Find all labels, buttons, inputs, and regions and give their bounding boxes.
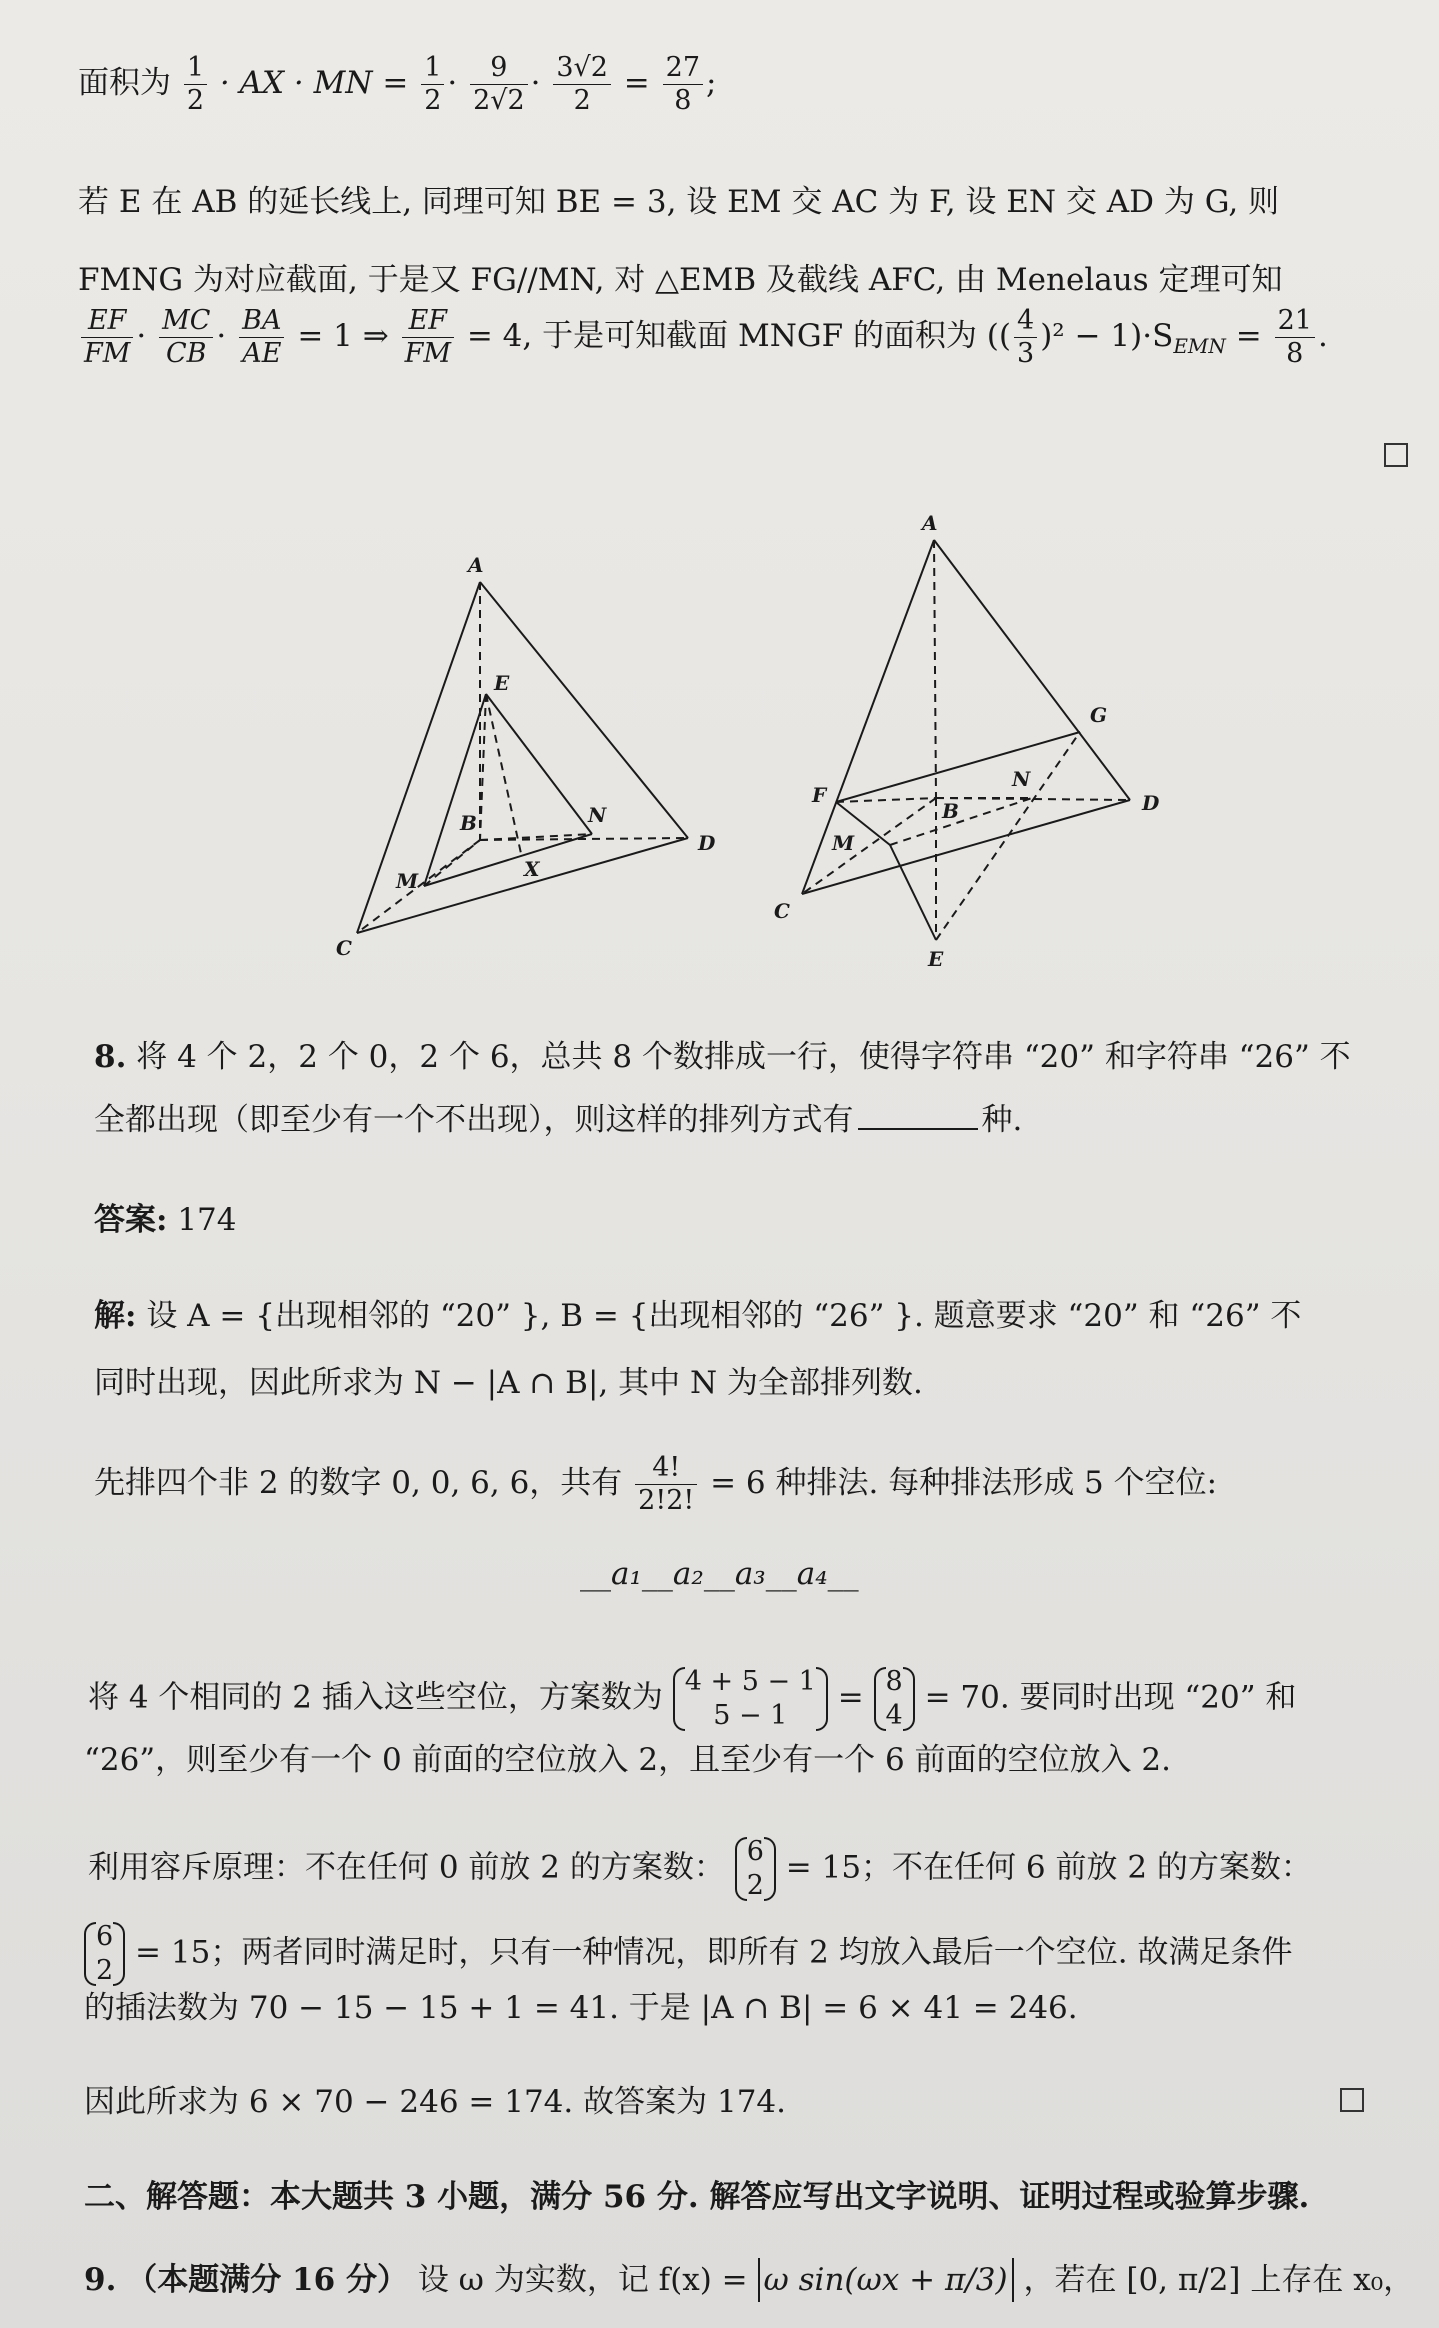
label-E2: E [928, 947, 944, 971]
slots-line: __a₁__a₂__a₃__a₄__ [580, 1556, 859, 1592]
menelaus-equation-line: $\frac{EF}{FM}$ · $\frac{MC}{CB}$ · $\frac{BA}{AE}$ = 1 ⇒ $\frac{EF}{FM}$ = 4, 于是可知截面 MNGF 的面积为 (( $\frac{4}{3}$ )$^2 - 1)\cdot S_{EMN}$ = $\frac{21}{8}$ . [78, 305, 1389, 370]
label-N: N [588, 803, 607, 827]
fraction-4fact: $\frac{4!}{2!2!}$ [635, 1452, 697, 1517]
q8-line-2: 全都出现（即至少有一个不出现），则这样的排列方式有 种. [94, 1102, 1023, 1138]
q8-number: 8. [94, 1039, 127, 1075]
geometry-figures [300, 500, 1200, 980]
label-X: X [524, 857, 540, 881]
q9-abs-expression: ω sin(ωx + π/3) [758, 2258, 1014, 2302]
text-line-extension: 若 E 在 AB 的延长线上, 同理可知 BE = 3, 设 EM 交 AC 为 F, 设 EN 交 AD 为 G, 则 [78, 184, 1280, 220]
label-D2: D [1142, 791, 1160, 815]
label-C: C [336, 936, 352, 960]
answer-value: 174 [177, 1202, 237, 1238]
fraction-mc-cb: $\frac{MC}{CB}$ [159, 305, 213, 370]
fraction-27-8: $\frac{27}{8}$ [663, 52, 703, 117]
area-formula-line: 面积为 $\frac{1}{2}$ · AX · MN = $\frac{1}{2}$ · $\frac{9}{2√2}$ · $\frac{3√2}{2}$ = $\frac{27}{8}$ ; [78, 52, 717, 116]
fraction-half-2: $\frac{1}{2}$ [421, 52, 444, 117]
binom-8-4: 8 4 [874, 1665, 915, 1733]
answer-label: 答案: [94, 1202, 168, 1238]
q8-solution-line-9: 因此所求为 6 × 70 − 246 = 174. 故答案为 174. [84, 2084, 786, 2120]
text-area-label: 面积为 [78, 65, 171, 101]
figure-tetrahedron-2 [802, 540, 1130, 940]
label-D: D [698, 831, 716, 855]
q8-solution-line-6: 利用容斥原理：不在任何 0 前放 2 的方案数： 6 2 = 15；不在任何 6 前放 2 的方案数： [88, 1836, 1312, 1901]
figure-1-labels [336, 553, 716, 960]
label-M2: M [832, 831, 855, 855]
q8-solution-line-8: 的插法数为 70 − 15 − 15 + 1 = 41. 于是 |A ∩ B| = 6 × 41 = 246. [84, 1990, 1078, 2026]
q8-solution-line-7: 6 2 = 15；两者同时满足时，只有一种情况，即所有 2 均放入最后一个空位. 故满足条件 [84, 1920, 1389, 1988]
label-F: F [812, 783, 827, 807]
q8-solution-line-3: 先排四个非 2 的数字 0, 0, 6, 6，共有 $\frac{4!}{2!2!}$ = 6 种排法. 每种排法形成 5 个空位: [94, 1452, 1218, 1516]
text-ax-mn: · AX · MN = [219, 65, 409, 101]
binom-6-2-b: 6 2 [84, 1920, 125, 1988]
fraction-ba-ae: $\frac{BA}{AE}$ [239, 305, 284, 370]
label-G: G [1090, 703, 1108, 727]
fraction-ef-fm: $\frac{EF}{FM}$ [81, 305, 133, 370]
q8-text-1: 将 4 个 2，2 个 0，2 个 6，总共 8 个数排成一行，使得字符串 “20” 和字符串 “26” 不 [136, 1039, 1351, 1075]
q8-solution-line-5: “26”，则至少有一个 0 前面的空位放入 2，且至少有一个 6 前面的空位放入 2. [84, 1742, 1172, 1778]
fraction-4-3: $\frac{4}{3}$ [1014, 305, 1037, 370]
fraction-21-8: $\frac{21}{8}$ [1275, 305, 1315, 370]
label-N2: N [1012, 767, 1031, 791]
q9-line: 9. （本题满分 16 分） 设 ω 为实数，记 f(x) = ω sin(ωx + π/3) ，若在 [0, π/2] 上存在 x₀， [84, 2258, 1389, 2302]
q8-line-1 [94, 1035, 1389, 1079]
label-E: E [494, 671, 510, 695]
fraction-nine: $\frac{9}{2√2}$ [470, 52, 528, 117]
text-line-menelaus: FMNG 为对应截面, 于是又 FG//MN, 对 △EMB 及截线 AFC, 由 Menelaus 定理可知 [78, 262, 1283, 298]
qed-square-1 [1384, 443, 1408, 467]
label-A: A [468, 553, 484, 577]
answer-blank [858, 1128, 978, 1130]
fraction-ef-fm-2: $\frac{EF}{FM}$ [402, 305, 454, 370]
label-B2: B [942, 799, 959, 823]
q8-solution-line-4: 将 4 个相同的 2 插入这些空位，方案数为 4 + 5 − 1 5 − 1 = 8 4 = 70. 要同时出现 “20” 和 [88, 1666, 1297, 1731]
qed-square-2 [1340, 2088, 1364, 2112]
binom-8-4-expanded: 4 + 5 − 1 5 − 1 [673, 1665, 828, 1733]
binom-6-2-a: 6 2 [735, 1835, 776, 1903]
q9-interval: [0, π/2] [1126, 2262, 1241, 2298]
label-C2: C [774, 899, 790, 923]
q9-score: （本题满分 16 分） [126, 2262, 408, 2298]
figure-2-labels [774, 511, 1160, 971]
fraction-half: $\frac{1}{2}$ [184, 52, 207, 117]
q8-solution-line-2: 同时出现，因此所求为 N − |A ∩ B|, 其中 N 为全部排列数. [94, 1365, 923, 1401]
q9-number: 9. [84, 2262, 117, 2298]
label-M: M [396, 869, 419, 893]
fraction-3root2: $\frac{3√2}{2}$ [553, 52, 611, 117]
label-B: B [460, 811, 477, 835]
solution-label: 解: [94, 1298, 137, 1334]
section-2-heading: 二、解答题：本大题共 3 小题，满分 56 分. 解答应写出文字说明、证明过程或验算步骤. [84, 2179, 1310, 2215]
q8-answer [94, 1198, 1389, 1242]
q8-solution-line-1: 解: 设 A = {出现相邻的 “20” }, B = {出现相邻的 “26” }. 题意要求 “20” 和 “26” 不 [94, 1298, 1302, 1334]
label-A2: A [922, 511, 938, 535]
